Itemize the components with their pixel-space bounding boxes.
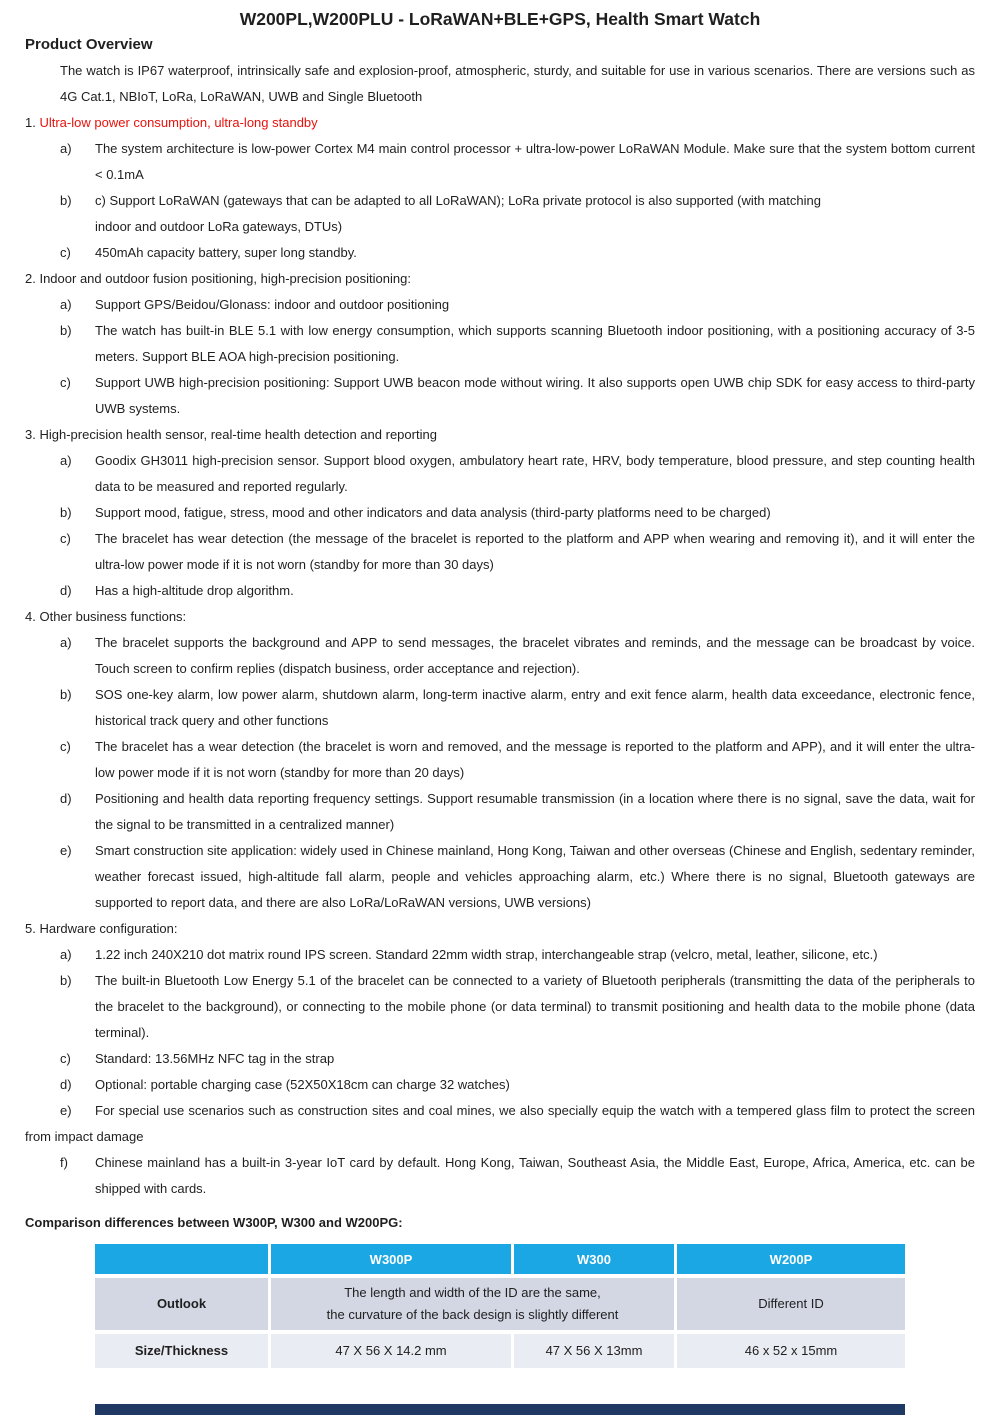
list-item [60,942,975,968]
list-item [60,1046,975,1072]
list-item [60,682,975,734]
comparison-table [95,1244,905,1368]
item-text: Standard: 13.56MHz NFC tag in the strap [95,1051,335,1066]
item-label: d) [60,791,72,806]
section-heading [25,916,975,942]
list-item [60,734,975,786]
section-title: Ultra-low power consumption, ultra-long standby [39,115,318,130]
list-item [60,292,975,318]
list-item [60,500,975,526]
item-label: a) [60,453,72,468]
list-item [60,136,975,188]
item-text: The watch has built-in BLE 5.1 with low energy consumption, which supports scanning Bluetooth indoor positioning, with a positioning accuracy of 3-5 meters. Support BLE AOA high-precision positioning. [95,323,975,364]
section-heading [25,422,975,448]
table-header-cell-w300: W300 [514,1244,674,1274]
list-item [60,318,975,370]
item-text: Support GPS/Beidou/Glonass: indoor and outdoor positioning [95,297,450,312]
item-text: Goodix GH3011 high-precision sensor. Support blood oxygen, ambulatory heart rate, HRV, body temperature, blood pressure, and step counting health data to be measured and reported regularly. [95,453,975,494]
item-text: Chinese mainland has a built-in 3-year IoT card by default. Hong Kong, Taiwan, Southeast Asia, the Middle East, Europe, Africa, America, etc. can be shipped with cards. [95,1155,975,1196]
size-w200p-cell: 46 x 52 x 15mm [677,1334,905,1368]
comparison-heading: Comparison differences between W300P, W300 and W200PG: [25,1215,403,1230]
table-row-label-outlook: Outlook [95,1278,268,1330]
section-number: 4. [25,609,40,624]
table-header-cell-w300p: W300P [271,1244,511,1274]
item-text: The built-in Bluetooth Low Energy 5.1 of the bracelet can be connected to a variety of Bluetooth peripherals (transmitting the data of the peripherals to the bracelet to the background), or connecting to the mobile phone (or data terminal) to transmit positioning and health data to the mobile phone (data terminal). [95,973,975,1040]
sections-container [25,110,975,1202]
list-item [60,1150,975,1202]
list-item [60,786,975,838]
item-label: e) [60,843,72,858]
section-number: 5. [25,921,40,936]
section-title: High-precision health sensor, real-time health detection and reporting [39,427,437,442]
item-label: c) [60,245,71,260]
item-label: c) [60,739,71,754]
list-item [60,578,975,604]
item-text: Support mood, fatigue, stress, mood and other indicators and data analysis (third-party platforms need to be charged) [95,505,771,520]
item-label: a) [60,141,72,156]
item-text: Optional: portable charging case (52X50X18cm can charge 32 watches) [95,1077,510,1092]
item-text: Support UWB high-precision positioning: Support UWB beacon mode without wiring. It also supports open UWB chip SDK for easy access to third-party UWB systems. [95,375,975,416]
item-label: d) [60,1077,72,1092]
intro-paragraph: The watch is IP67 waterproof, intrinsically safe and explosion-proof, atmospheric, sturdy, and suitable for use in various scenarios. There are versions such as 4G Cat.1, NBIoT, LoRa, LoRaWAN, UWB and Single Bluetooth [60,63,975,104]
section-heading [25,604,975,630]
item-label: e) [60,1103,72,1118]
section-heading [25,110,975,136]
section-title: Indoor and outdoor fusion positioning, high-precision positioning: [39,271,411,286]
item-label: f) [60,1155,68,1170]
section-title: Other business functions: [39,609,187,624]
item-label: c) [60,1051,71,1066]
item-text: 450mAh capacity battery, super long standby. [95,245,357,260]
item-text: The bracelet supports the background and APP to send messages, the bracelet vibrates and reminds, and the message can be broadcast by voice. Touch screen to confirm replies (dispatch business, order acceptance and rejection). [95,635,975,676]
item-text: Smart construction site application: widely used in Chinese mainland, Hong Kong, Taiwan and other overseas (Chinese and English, sedentary reminder, weather forecast issued, high-altitude fall alarm, people and vehicles approaching alarm, etc.) Where there is no signal, Bluetooth gateways are supported to report data, and there are also LoRa/LoRaWAN versions, UWB versions) [95,843,975,910]
item-label: b) [60,323,72,338]
section-number: 2. [25,271,40,286]
outlook-merged-line1: The length and width of the ID are the same, [344,1285,601,1300]
item-label: c) [60,375,71,390]
section-title: Hardware configuration: [39,921,178,936]
list-item [60,526,975,578]
item-text: c) Support LoRaWAN (gateways that can be adapted to all LoRaWAN); LoRa private protocol is also supported (with matching indoor and outdoor LoRa gateways, DTUs) [95,193,821,234]
item-label: a) [60,947,72,962]
section-heading [25,266,975,292]
section-number: 3. [25,427,40,442]
item-label: b) [60,973,72,988]
table-header-cell-w200p: W200P [677,1244,905,1274]
list-item [60,630,975,682]
item-text: The system architecture is low-power Cortex M4 main control processor + ultra-low-power LoRaWAN Module. Make sure that the system bottom current < 0.1mA [95,141,975,182]
item-label: a) [60,297,72,312]
outlook-merged-cell [271,1278,674,1330]
next-table-header-bar [95,1404,905,1415]
section-number: 1. [25,115,40,130]
list-item [25,1098,975,1150]
list-item [60,968,975,1046]
outlook-merged-line2: the curvature of the back design is slightly different [326,1307,619,1322]
item-text: The bracelet has wear detection (the message of the bracelet is reported to the platform and APP when wearing and removing it), and it will enter the ultra-low power mode if it is not worn (standby for more than 30 days) [95,531,975,572]
item-label: c) [60,531,71,546]
list-item [60,838,975,916]
document-content [25,6,975,1204]
table-row-label-size: Size/Thickness [95,1334,268,1368]
list-item [60,240,975,266]
list-item [60,448,975,500]
item-label: b) [60,505,72,520]
item-label: d) [60,583,72,598]
table-header-cell-blank [95,1244,268,1274]
product-overview-heading: Product Overview [25,36,153,53]
item-text: Has a high-altitude drop algorithm. [95,583,294,598]
item-text: For special use scenarios such as construction sites and coal mines, we also specially equip the watch with a tempered glass film to protect the screen from impact damage [25,1103,975,1144]
list-item [60,188,975,240]
item-text: 1.22 inch 240X210 dot matrix round IPS screen. Standard 22mm width strap, interchangeable strap (velcro, metal, leather, silicone, etc.) [95,947,878,962]
item-label: b) [60,687,72,702]
list-item [60,370,975,422]
item-text: The bracelet has a wear detection (the bracelet is worn and removed, and the message is reported to the platform and APP), and it will enter the ultra-low power mode if it is not worn (standby for more than 20 days) [95,739,975,780]
item-label: a) [60,635,72,650]
item-text: SOS one-key alarm, low power alarm, shutdown alarm, long-term inactive alarm, entry and exit fence alarm, health data exceedance, electronic fence, historical track query and other functions [95,687,975,728]
item-text: Positioning and health data reporting frequency settings. Support resumable transmission (in a location where there is no signal, save the data, wait for the signal to be transmitted in a centralized manner) [95,791,975,832]
item-label: b) [60,193,72,208]
list-item [60,1072,975,1098]
size-w300-cell: 47 X 56 X 13mm [514,1334,674,1368]
outlook-w200p-cell: Different ID [677,1278,905,1330]
doc-title: W200PL,W200PLU - LoRaWAN+BLE+GPS, Health Smart Watch [239,9,761,29]
size-w300p-cell: 47 X 56 X 14.2 mm [271,1334,511,1368]
